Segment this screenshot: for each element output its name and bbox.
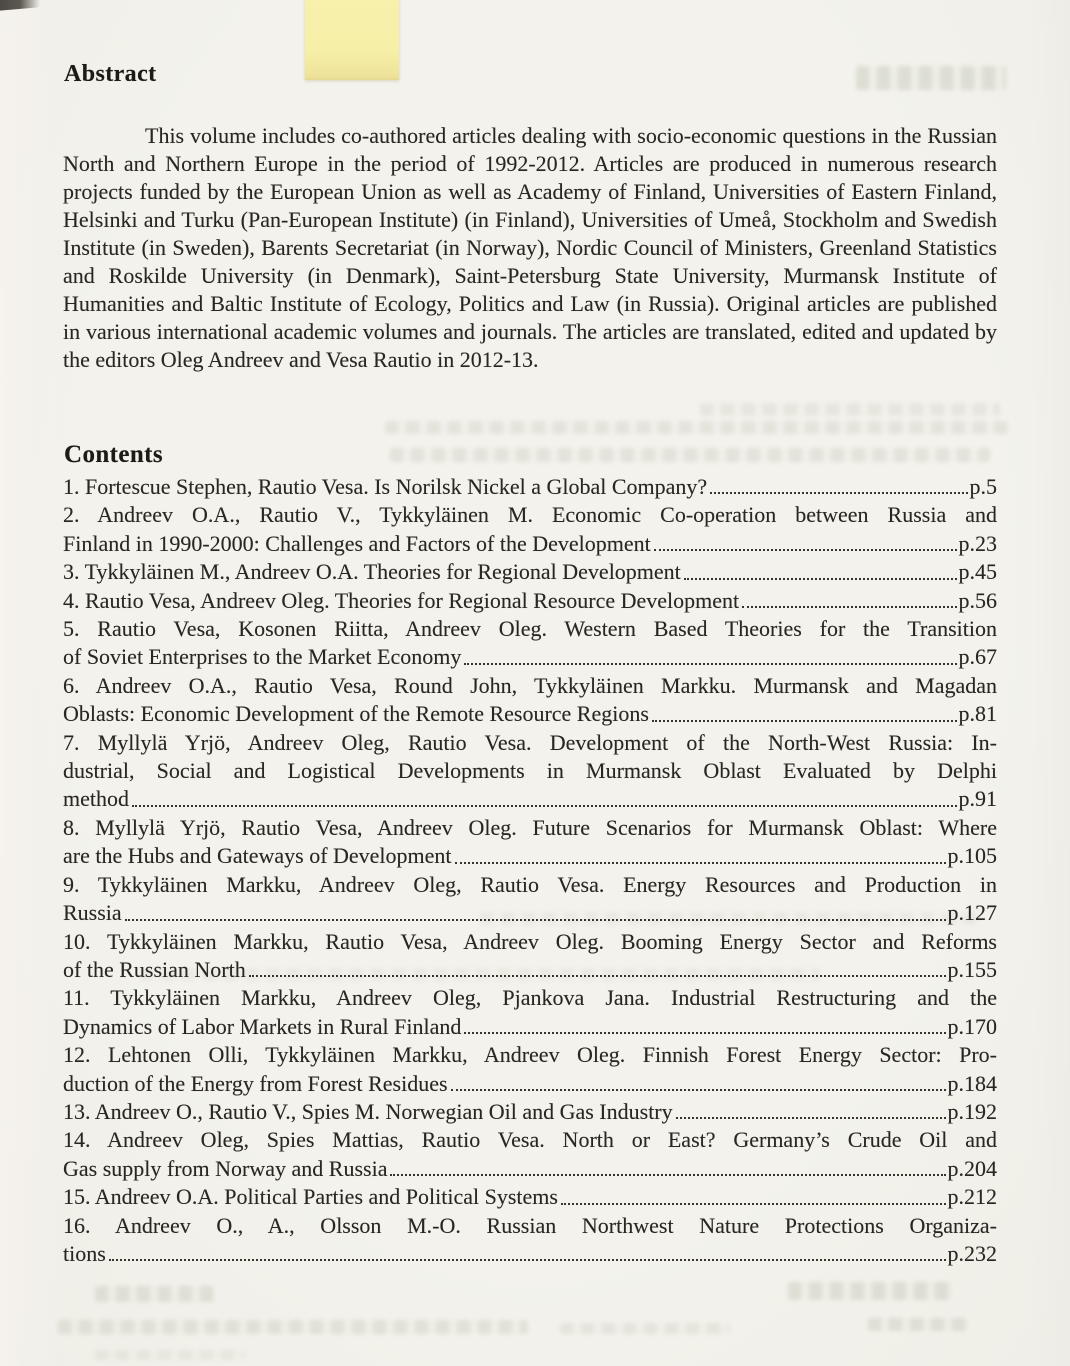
toc-entry-10-line [63,928,997,956]
toc-page-number: p.204 [947,1155,997,1181]
toc-entry-text: 11. Tykkyläinen Markku, Andreev Oleg, Pjankova Jana. Industrial Restructuring and the [63,985,997,1011]
toc-entry-15-line [63,1183,997,1211]
toc-entry-14-line [63,1126,997,1154]
toc-entry-13-line [63,1098,997,1126]
toc-entry-text: 2. Andreev O.A., Rautio V., Tykkyläinen M. Economic Co-operation between Russia and [63,502,997,528]
bleed-through-artifact [788,1282,953,1300]
dot-leader [561,1203,946,1205]
toc-entry-text: 16. Andreev O., A., Olsson M.-O. Russian Northwest Nature Protections Organiza- [63,1212,997,1238]
toc-entry-16-line [63,1212,997,1240]
toc-page-number: p.45 [958,559,997,585]
toc-entry-text: Finland in 1990-2000: Challenges and Factors of the Development [63,530,651,556]
toc-entry-7-line [63,785,997,813]
dot-leader [676,1117,946,1119]
toc-entry-5-line [63,615,997,643]
toc-entry-2-line [63,501,997,529]
toc-entry-text: 10. Tykkyläinen Markku, Rautio Vesa, Andreev Oleg. Booming Energy Sector and Reforms [63,928,997,954]
bleed-through-artifact [95,1350,245,1360]
dot-leader [390,1174,945,1176]
contents-list [63,473,997,1268]
toc-page-number: p.67 [958,644,997,670]
toc-entry-3-line [63,558,997,586]
toc-entry-5-line [63,643,997,671]
toc-entry-9-line [63,899,997,927]
toc-entry-16-line [63,1240,997,1268]
dot-leader [464,1032,945,1034]
toc-entry-text: 9. Tykkyläinen Markku, Andreev Oleg, Rautio Vesa. Energy Resources and Production in [63,871,997,897]
toc-entry-text: Dynamics of Labor Markets in Rural Finland [63,1013,462,1039]
toc-page-number: p.232 [947,1240,997,1266]
toc-entry-text: 8. Myllylä Yrjö, Rautio Vesa, Andreev Oleg. Future Scenarios for Murmansk Oblast: Where [63,814,997,840]
toc-entry-8-line [63,814,997,842]
dot-leader [132,805,957,807]
toc-entry-11-line [63,1013,997,1041]
sticky-note [305,0,399,80]
toc-entry-text: Gas supply from Norway and Russia [63,1155,388,1181]
dot-leader [249,975,946,977]
toc-page-number: p.212 [947,1184,997,1210]
toc-entry-1-line [63,473,997,501]
toc-page-number: p.170 [947,1013,997,1039]
toc-page-number: p.81 [958,701,997,727]
bleed-through-artifact [95,1286,215,1302]
toc-entry-text: are the Hubs and Gateways of Development [63,843,452,869]
bleed-through-artifact [385,421,1010,434]
toc-page-number: p.155 [947,956,997,982]
toc-entry-text: duction of the Energy from Forest Residues [63,1070,448,1096]
toc-entry-text: method [63,786,129,812]
toc-entry-6-line [63,700,997,728]
toc-entry-7-line [63,757,997,785]
toc-page-number: p.23 [958,530,997,556]
toc-entry-11-line [63,984,997,1012]
dot-leader [455,862,946,864]
dot-leader [451,1089,946,1091]
toc-entry-text: 4. Rautio Vesa, Andreev Oleg. Theories for Regional Resource Development [63,587,740,613]
dot-leader [652,720,957,722]
toc-entry-6-line [63,672,997,700]
toc-entry-12-line [63,1070,997,1098]
toc-entry-text: 14. Andreev Oleg, Spies Mattias, Rautio Vesa. North or East? Germany’s Crude Oil and [63,1127,997,1153]
toc-page-number: p.127 [947,900,997,926]
toc-page-number: p.56 [958,587,997,613]
toc-page-number: p.5 [969,474,997,499]
bleed-through-artifact [856,66,1006,90]
toc-entry-14-line [63,1155,997,1183]
toc-entry-9-line [63,871,997,899]
toc-page-number: p.192 [947,1098,997,1124]
toc-entry-text: 5. Rautio Vesa, Kosonen Riitta, Andreev Oleg. Western Based Theories for the Transition [63,616,997,642]
dot-leader [710,492,967,494]
dot-leader [654,549,957,551]
toc-entry-4-line [63,587,997,615]
scan-artifact-corner [0,0,40,11]
toc-entry-12-line [63,1041,997,1069]
toc-entry-text: tions [63,1240,106,1266]
abstract-heading: Abstract [64,61,157,87]
bleed-through-artifact [58,1320,528,1334]
bleed-through-artifact [390,448,990,462]
dot-leader [109,1259,946,1261]
toc-entry-text: 1. Fortescue Stephen, Rautio Vesa. Is Norilsk Nickel a Global Company? [63,474,708,499]
toc-page-number: p.184 [947,1070,997,1096]
toc-entry-2-line [63,530,997,558]
toc-entry-text: of Soviet Enterprises to the Market Economy [63,644,462,670]
toc-entry-text: dustrial, Social and Logistical Developments in Murmansk Oblast Evaluated by Delphi [63,758,997,784]
toc-page-number: p.91 [958,786,997,812]
toc-entry-text: Russia [63,900,122,926]
toc-entry-text: 7. Myllylä Yrjö, Andreev Oleg, Rautio Vesa. Development of the North-West Russia: In- [63,729,997,755]
contents-heading: Contents [64,441,164,468]
dot-leader [464,663,956,665]
toc-page-number: p.105 [947,843,997,869]
bleed-through-artifact [560,1323,730,1334]
toc-entry-text: of the Russian North [63,956,246,982]
toc-entry-text: Oblasts: Economic Development of the Remote Resource Regions [63,701,649,727]
bleed-through-artifact [868,1318,968,1331]
dot-leader [125,919,946,921]
toc-entry-7-line [63,729,997,757]
toc-entry-text: 3. Tykkyläinen M., Andreev O.A. Theories for Regional Development [63,559,681,585]
dot-leader [684,578,957,580]
toc-entry-text: 13. Andreev O., Rautio V., Spies M. Norwegian Oil and Gas Industry [63,1098,673,1124]
toc-entry-text: 12. Lehtonen Olli, Tykkyläinen Markku, Andreev Oleg. Finnish Forest Energy Sector: Pro- [63,1042,997,1068]
toc-entry-text: 15. Andreev O.A. Political Parties and Political Systems [63,1184,558,1210]
dot-leader [742,606,956,608]
toc-entry-10-line [63,956,997,984]
abstract-paragraph: This volume includes co-authored articles dealing with socio-economic questions in the Russian North and Northern Europe in the period of 1992-2012. Articles are produced in numerous research projects funded by the European Union as well as Academy of Finland, Universities of Eastern Finland, Helsinki and Turku (Pan-European Institute) (in Finland), Universities of Umeå, Stockholm and Swedish Institute (in Sweden), Barents Secretariat (in Norway), Nordic Council of Ministers, Greenland Statistics and Roskilde University (in Denmark), Saint-Petersburg State University, Murmansk Institute of Humanities and Baltic Institute of Ecology, Politics and Law (in Russia). Original articles are published in various international academic volumes and journals. The articles are translated, edited and updated by the editors Oleg Andreev and Vesa Rautio in 2012-13. [63,123,997,372]
toc-entry-8-line [63,842,997,870]
bleed-through-artifact [700,403,1000,416]
toc-entry-text: 6. Andreev O.A., Rautio Vesa, Round John, Tykkyläinen Markku. Murmansk and Magadan [63,672,997,698]
